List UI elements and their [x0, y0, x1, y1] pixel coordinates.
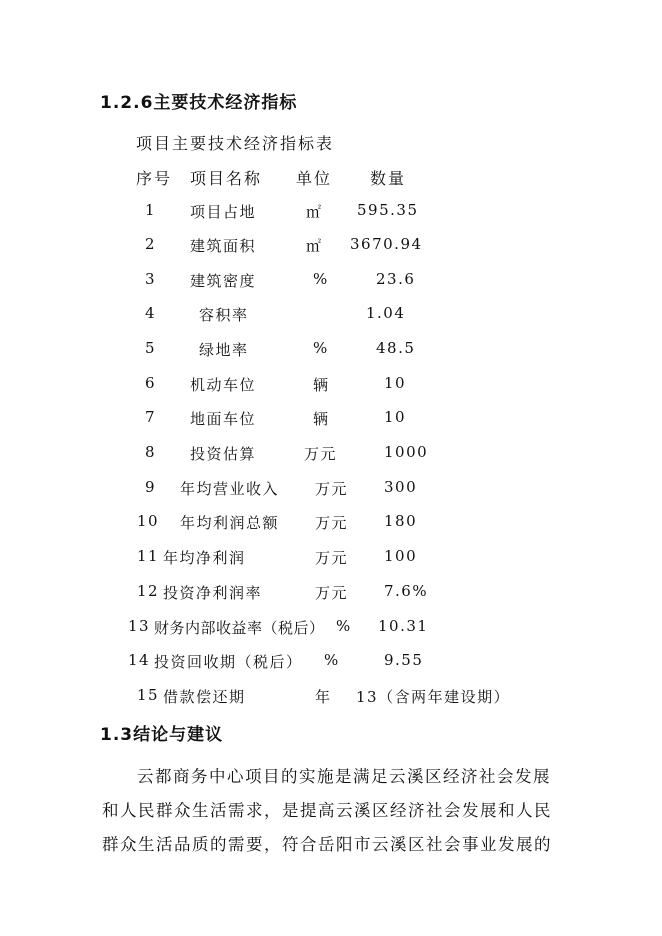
- row-no: 7: [145, 408, 157, 426]
- header-no: 序号: [136, 169, 173, 188]
- row-no: 11: [137, 547, 160, 565]
- row-name: 建筑面积: [190, 237, 257, 255]
- row-qty: 10: [384, 408, 407, 426]
- row-name: 容积率: [199, 306, 249, 324]
- table-row: [0, 478, 662, 500]
- row-no: 12: [137, 582, 160, 600]
- row-no: 5: [145, 339, 157, 357]
- row-no: 9: [145, 478, 157, 496]
- row-qty: 595.35: [357, 201, 419, 219]
- table-row: [0, 582, 662, 604]
- header-unit: 单位: [296, 169, 333, 188]
- row-unit: 辆: [313, 410, 330, 428]
- section-heading: 1.2.6主要技术经济指标: [100, 93, 298, 113]
- row-name: 绿地率: [199, 341, 249, 359]
- row-unit: 万元: [315, 514, 349, 532]
- row-name: 投资净利润率: [163, 584, 263, 602]
- row-qty: 1000: [384, 443, 429, 461]
- row-qty: 13（含两年建设期）: [356, 688, 511, 706]
- row-no: 1: [145, 201, 157, 219]
- row-unit: 年: [315, 688, 332, 706]
- row-qty: 3670.94: [350, 235, 423, 253]
- table-row: [0, 443, 662, 465]
- table-header-row: [0, 166, 662, 188]
- row-qty: 100: [384, 547, 418, 565]
- paragraph-line: 和人民群众生活需求，是提高云溪区经济社会发展和人民: [102, 801, 552, 820]
- row-no: 15: [137, 686, 160, 704]
- row-unit: %: [313, 339, 329, 357]
- table-row: [0, 512, 662, 534]
- row-unit: 万元: [304, 445, 338, 463]
- paragraph-line: 群众生活品质的需要，符合岳阳市云溪区社会事业发展的: [102, 835, 552, 854]
- section-heading: 1.3结论与建议: [100, 725, 224, 745]
- row-qty: 1.04: [366, 304, 406, 322]
- row-no: 3: [145, 270, 157, 288]
- row-name: 机动车位: [190, 376, 257, 394]
- row-no: 2: [145, 235, 157, 253]
- row-unit: ㎡: [306, 203, 323, 221]
- row-qty: 9.55: [384, 651, 424, 669]
- row-unit: 辆: [313, 376, 330, 394]
- row-no: 8: [145, 443, 157, 461]
- row-name: 年均营业收入: [180, 480, 280, 498]
- row-unit: 万元: [315, 549, 349, 567]
- row-no: 13: [128, 617, 151, 635]
- table-row: [0, 270, 662, 292]
- row-unit: %: [324, 651, 340, 669]
- row-qty: 23.6: [376, 270, 416, 288]
- header-name: 项目名称: [190, 169, 263, 188]
- row-name: 投资回收期（税后）: [154, 653, 303, 671]
- row-no: 6: [145, 374, 157, 392]
- header-qty: 数量: [370, 169, 407, 188]
- row-unit: %: [313, 270, 329, 288]
- row-name: 年均净利润: [163, 549, 246, 567]
- table-row: [0, 547, 662, 569]
- row-name: 借款偿还期: [163, 688, 246, 706]
- row-unit: 万元: [315, 584, 349, 602]
- row-name: 地面车位: [190, 410, 257, 428]
- row-name: 财务内部收益率（税后）: [154, 619, 325, 637]
- table-caption: 项目主要技术经济指标表: [136, 134, 335, 153]
- paragraph-line: 云都商务中心项目的实施是满足云溪区经济社会发展: [137, 767, 551, 786]
- row-no: 4: [145, 304, 157, 322]
- row-qty: 180: [384, 512, 418, 530]
- table-row: [0, 686, 662, 708]
- table-row: [0, 201, 662, 223]
- row-qty: 10: [384, 374, 407, 392]
- row-unit: %: [336, 617, 352, 635]
- table-row: [0, 374, 662, 396]
- row-no: 14: [128, 651, 151, 669]
- table-row: [0, 339, 662, 361]
- row-unit: ㎡: [306, 237, 323, 255]
- row-qty: 7.6%: [384, 582, 429, 600]
- row-qty: 10.31: [378, 617, 429, 635]
- table-row: [0, 235, 662, 257]
- row-name: 建筑密度: [190, 272, 257, 290]
- row-qty: 300: [384, 478, 418, 496]
- table-row: [0, 408, 662, 430]
- row-name: 投资估算: [190, 445, 257, 463]
- row-name: 项目占地: [190, 203, 257, 221]
- row-no: 10: [137, 512, 160, 530]
- table-row: [0, 617, 662, 639]
- row-unit: 万元: [315, 480, 349, 498]
- table-row: [0, 651, 662, 673]
- row-name: 年均利润总额: [180, 514, 280, 532]
- table-row: [0, 304, 662, 326]
- row-qty: 48.5: [376, 339, 416, 357]
